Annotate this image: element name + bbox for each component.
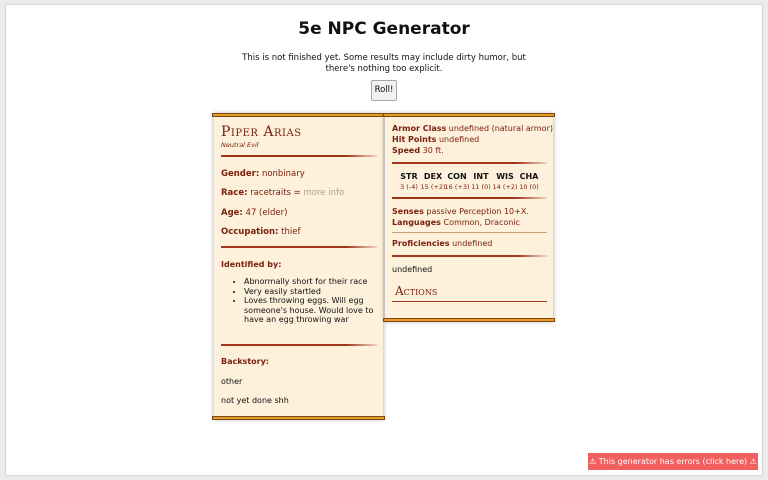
gender-label: Gender: <box>221 169 260 179</box>
ability-score: 3 (-4) <box>400 183 418 191</box>
backstory-label: Backstory: <box>221 357 269 366</box>
age-label: Age: <box>221 208 243 218</box>
armor-class-label: Armor Class <box>392 124 447 133</box>
divider <box>221 246 377 248</box>
divider <box>221 155 377 157</box>
age-row <box>221 208 287 218</box>
card-top-bar <box>212 113 385 117</box>
senses-label: Senses <box>392 207 424 216</box>
identified-by-label: Identified by: <box>221 260 282 269</box>
armor-class-row <box>392 124 553 133</box>
divider <box>392 162 547 164</box>
list-item: • Abnormally short for their race <box>244 277 376 287</box>
card-top-bar <box>383 113 555 117</box>
ability-name: STR <box>400 172 418 181</box>
ability-name: WIS <box>496 172 514 181</box>
npc-name: Piper Arias <box>221 124 302 140</box>
gender-row <box>221 169 305 179</box>
ability-name: CHA <box>519 172 539 181</box>
languages-value: Common, Draconic <box>443 218 520 227</box>
npc-alignment: Neutral Evil <box>221 141 259 149</box>
divider <box>392 301 547 302</box>
hit-points-value: undefined <box>438 135 480 144</box>
armor-class-value: undefined (natural armor) <box>448 124 553 133</box>
backstory-line: other <box>221 377 243 386</box>
extra-value: undefined <box>392 265 433 274</box>
speed-label: Speed <box>392 146 421 155</box>
ability-name: CON <box>447 172 467 181</box>
actions-heading: Actions <box>395 284 438 298</box>
more-info-link[interactable]: more info <box>303 188 345 198</box>
disclaimer-note: This is not finished yet. Some results may include dirty humor, but there's nothing too explicit. <box>242 53 526 74</box>
speed-row <box>392 146 444 155</box>
page-title: 5e NPC Generator <box>298 19 470 39</box>
divider <box>392 232 547 233</box>
traits-list <box>236 277 376 325</box>
languages-row <box>392 218 520 227</box>
ability-cha <box>512 172 546 191</box>
occupation-label: Occupation: <box>221 227 279 237</box>
proficiencies-label: Proficiencies <box>392 239 450 248</box>
occupation-value: thief <box>281 227 301 237</box>
ability-score: 16 (+3) <box>444 183 470 191</box>
divider <box>392 255 547 257</box>
list-item: • Very easily startled <box>244 287 376 297</box>
card-bottom-bar <box>212 416 385 420</box>
generator-errors-banner[interactable]: ⚠ This generator has errors (click here) ⚠ <box>588 453 758 470</box>
proficiencies-row <box>392 239 492 248</box>
stat-block-card <box>385 114 553 321</box>
backstory-line: not yet done shh <box>221 396 289 405</box>
race-label: Race: <box>221 188 248 198</box>
ability-score: 10 (0) <box>519 183 539 191</box>
languages-label: Languages <box>392 218 441 227</box>
ability-name: INT <box>473 172 489 181</box>
proficiencies-value: undefined <box>452 239 493 248</box>
age-value: 47 (elder) <box>245 208 288 218</box>
gender-value: nonbinary <box>261 169 305 179</box>
ability-score: 14 (+2) <box>492 183 518 191</box>
race-row <box>221 188 344 198</box>
ability-score: 11 (0) <box>471 183 491 191</box>
npc-description-card <box>214 114 383 419</box>
hit-points-row <box>392 135 479 144</box>
page-frame <box>5 4 763 476</box>
list-item: • Loves throwing eggs. Will egg someone's house. Would love to have an egg throwing war <box>244 296 376 325</box>
ability-name: DEX <box>423 172 443 181</box>
race-value: racetraits = <box>250 188 301 198</box>
speed-value: 30 ft. <box>422 146 444 155</box>
roll-button[interactable]: Roll! <box>371 80 397 101</box>
senses-value: passive Perception 10+X. <box>426 207 529 216</box>
divider <box>392 197 547 199</box>
ability-score: 15 (+2) <box>420 183 446 191</box>
divider <box>221 344 377 346</box>
card-bottom-bar <box>383 318 555 322</box>
hit-points-label: Hit Points <box>392 135 437 144</box>
senses-row <box>392 207 529 216</box>
occupation-row <box>221 227 300 237</box>
